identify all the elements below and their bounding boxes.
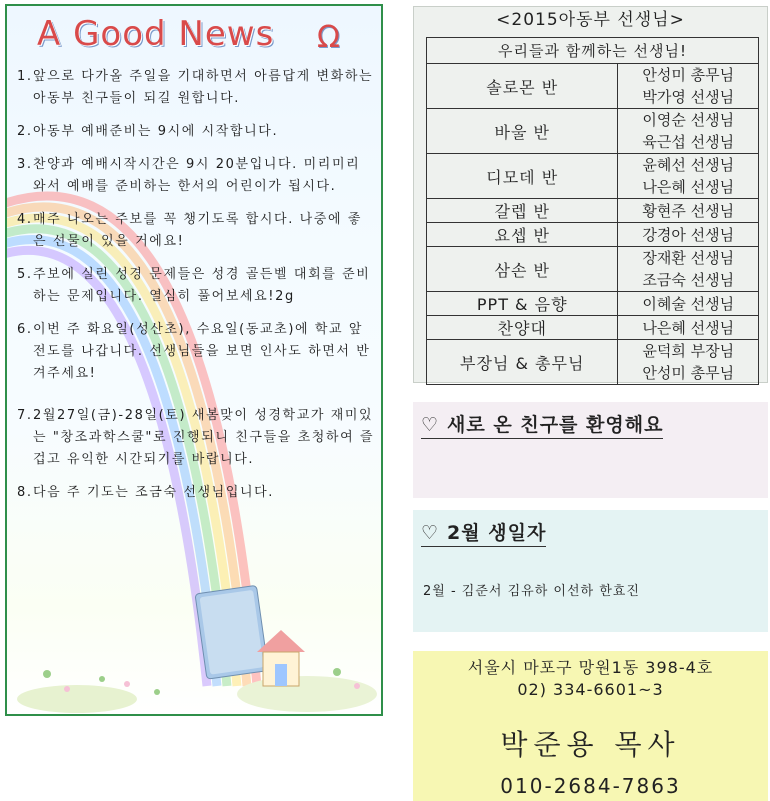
news-list xyxy=(17,66,375,515)
table-row xyxy=(427,154,759,199)
teacher-names xyxy=(618,64,759,109)
class-name: PPT & 음향 xyxy=(427,292,618,316)
item-number: 8. xyxy=(17,485,33,500)
news-item xyxy=(17,66,375,110)
table-row xyxy=(427,340,759,385)
teachers-title: <2015아동부 선생님> xyxy=(496,10,685,30)
teacher-name: 장재환 선생님 xyxy=(642,249,735,267)
class-name: 솔로몬 반 xyxy=(427,64,618,109)
teacher-names xyxy=(618,154,759,199)
teacher-name: 안성미 총무님 xyxy=(642,66,735,84)
birthday-heading xyxy=(421,518,546,547)
teacher-name: 안성미 총무님 xyxy=(642,364,735,382)
table-header-row xyxy=(427,38,759,64)
omega-icon: Ω xyxy=(317,20,340,55)
teacher-name: 이혜술 선생님 xyxy=(642,294,735,313)
item-number: 6. xyxy=(17,322,33,337)
item-text: 주보에 실린 성경 문제들은 성경 골든벨 대회를 준비하는 문제입니다. 열심히 풀어보세요!2g xyxy=(33,267,371,304)
teacher-name: 박가영 선생님 xyxy=(642,88,735,106)
item-number: 1. xyxy=(17,69,33,84)
table-row xyxy=(427,247,759,292)
contact-box xyxy=(413,651,768,801)
table-row xyxy=(427,223,759,247)
class-name: 부장님 & 총무님 xyxy=(427,340,618,385)
item-number: 4. xyxy=(17,212,33,227)
class-name: 바울 반 xyxy=(427,109,618,154)
table-row xyxy=(427,64,759,109)
item-number: 3. xyxy=(17,157,33,172)
item-number: 5. xyxy=(17,267,33,282)
item-number: 7. xyxy=(17,408,33,423)
news-item xyxy=(17,209,375,253)
item-text: 아동부 예배준비는 9시에 시작합니다. xyxy=(33,124,279,139)
item-text: 앞으로 다가올 주일을 기대하면서 아름답게 변화하는 아동부 친구들이 되길 원합니다. xyxy=(33,69,374,106)
birthday-box xyxy=(413,510,768,632)
teachers-panel xyxy=(413,6,768,383)
item-text: 2월27일(금)-28일(토) 새봄맞이 성경학교가 재미있는 "창조과학스쿨"로 진행되니 친구들을 초청하여 즐겁고 유익한 시간되기를 바랍니다. xyxy=(33,408,375,467)
church-phone: 02) 334-6601~3 xyxy=(517,680,664,699)
news-item xyxy=(17,482,375,504)
item-text: 찬양과 예배시작시간은 9시 20분입니다. 미리미리 와서 예배를 준비하는 한서의 어린이가 됩시다. xyxy=(33,157,361,194)
teacher-names xyxy=(618,199,759,223)
teacher-name: 조금숙 선생님 xyxy=(642,271,735,289)
teacher-names xyxy=(618,247,759,292)
teacher-name: 윤혜선 선생님 xyxy=(642,156,735,174)
table-row xyxy=(427,109,759,154)
table-row xyxy=(427,199,759,223)
news-panel xyxy=(5,4,383,716)
birthday-list: 2월 - 김준서 김유하 이선하 한효진 xyxy=(423,584,640,599)
class-name: 삼손 반 xyxy=(427,247,618,292)
heart-icon: ♡ xyxy=(421,522,440,544)
teacher-names xyxy=(618,316,759,340)
pastor-mobile: 010-2684-7863 xyxy=(500,774,681,798)
news-title: A Good News xyxy=(37,14,275,54)
teacher-name: 나은혜 선생님 xyxy=(642,318,735,337)
item-text: 다음 주 기도는 조금숙 선생님입니다. xyxy=(33,485,275,500)
table-row xyxy=(427,316,759,340)
teacher-names xyxy=(618,340,759,385)
teacher-name: 육근섭 선생님 xyxy=(642,133,735,151)
pastor-name: 박준용 목사 xyxy=(500,728,681,761)
teacher-names xyxy=(618,223,759,247)
teacher-name: 강경아 선생님 xyxy=(642,225,735,244)
bible-house-illustration xyxy=(7,564,383,714)
teacher-name: 나은혜 선생님 xyxy=(642,178,735,196)
class-name: 갈렙 반 xyxy=(427,199,618,223)
teachers-table xyxy=(426,37,759,385)
class-name: 요셉 반 xyxy=(427,223,618,247)
welcome-heading-text: 새로 온 친구를 환영해요 xyxy=(447,414,664,436)
news-item xyxy=(17,121,375,143)
news-item xyxy=(17,154,375,198)
teacher-name: 이영순 선생님 xyxy=(642,111,735,129)
item-text: 이번 주 화요일(성산초), 수요일(동교초)에 학교 앞 전도를 나갑니다. 선생님들을 보면 인사도 하면서 반겨주세요! xyxy=(33,322,371,381)
class-name: 디모데 반 xyxy=(427,154,618,199)
birthday-heading-text: 2월 생일자 xyxy=(447,522,547,544)
class-name: 찬양대 xyxy=(427,316,618,340)
news-item xyxy=(17,319,375,385)
welcome-box xyxy=(413,402,768,498)
news-item xyxy=(17,405,375,471)
item-text: 매주 나오는 주보를 꼭 챙기도록 합시다. 나중에 좋은 선물이 있을 거에요! xyxy=(33,212,363,249)
table-row xyxy=(427,292,759,316)
welcome-heading xyxy=(421,410,663,439)
church-address: 서울시 마포구 망원1동 398-4호 xyxy=(467,658,714,677)
teacher-names xyxy=(618,292,759,316)
heart-icon: ♡ xyxy=(421,414,440,436)
teacher-names xyxy=(618,109,759,154)
teacher-name: 황현주 선생님 xyxy=(642,201,735,220)
table-header: 우리들과 함께하는 선생님! xyxy=(427,38,759,64)
teacher-name: 윤덕희 부장님 xyxy=(642,342,735,360)
news-item xyxy=(17,264,375,308)
item-number: 2. xyxy=(17,124,33,139)
